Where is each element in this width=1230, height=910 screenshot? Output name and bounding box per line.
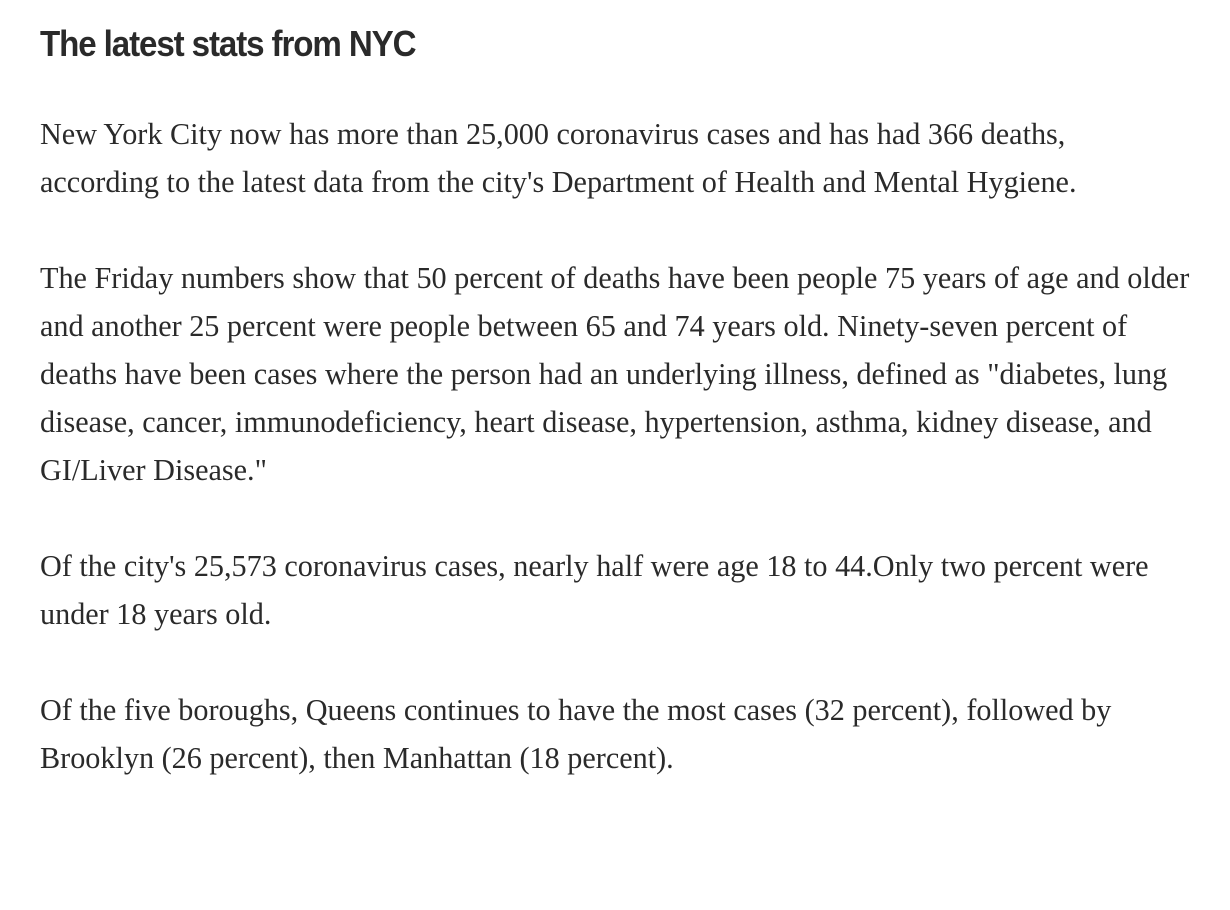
paragraph-case-ages: Of the city's 25,573 coronavirus cases, nearly half were age 18 to 44.Only two percent were under 18 years old. xyxy=(40,549,1149,631)
section-heading: The latest stats from NYC xyxy=(40,23,416,64)
paragraph-death-demographics: The Friday numbers show that 50 percent of deaths have been people 75 years of age and older and another 25 percent were people between 65 and 74 years old. Ninety-seven percent of deaths have been cases where the person had an underlying illness, defined as "diabetes, lung disease, cancer, immunodeficiency, heart disease, hypertension, asthma, kidney disease, and GI/Liver Disease." xyxy=(40,261,1190,487)
article-body xyxy=(40,0,1190,782)
paragraph-cases-deaths: New York City now has more than 25,000 coronavirus cases and has had 366 deaths, according to the latest data from the city's Department of Health and Mental Hygiene. xyxy=(40,117,1077,199)
paragraph-boroughs: Of the five boroughs, Queens continues to have the most cases (32 percent), followed by Brooklyn (26 percent), then Manhattan (18 percent). xyxy=(40,693,1112,775)
